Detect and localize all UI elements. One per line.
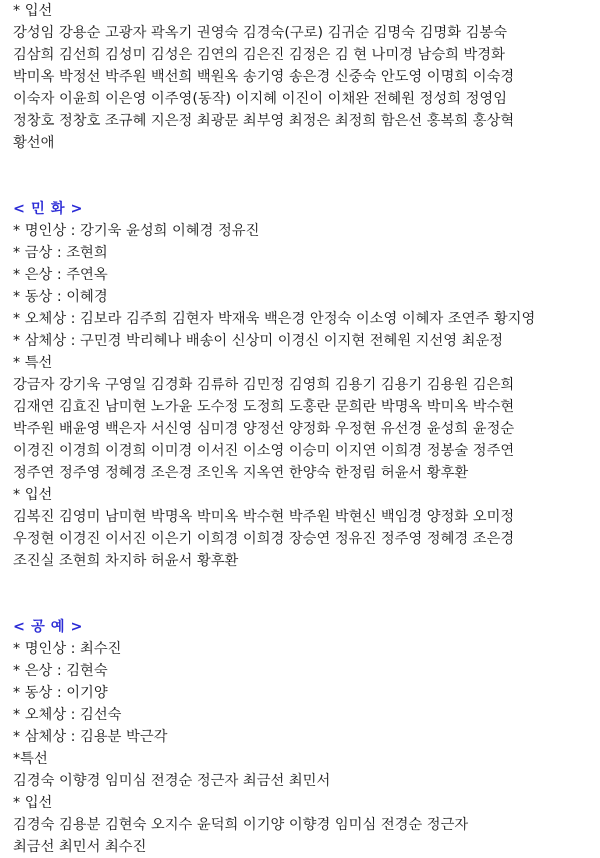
text-line: 이경진 이경희 이경희 이미경 이서진 이소영 이승미 이지연 이희경 정봉술 정주연 [13,443,515,459]
text-line: 김삼희 김선희 김성미 김성은 김연의 김은진 김정은 김 현 나미경 남승희 박경화 [13,47,505,63]
text-line: * 명인상 : 강기욱 윤성희 이혜경 정유진 [13,223,260,239]
awards-document [13,0,593,858]
text-line: 강성임 강용순 고광자 곽옥기 권영숙 김경숙(구로) 김귀순 김명숙 김명화 김봉숙 [13,25,507,41]
text-line: 황선애 [13,135,55,151]
text-line: * 명인상 : 최수진 [13,641,122,657]
text-line: * 입선 [13,3,53,19]
text-line: 박미옥 박정선 박주원 백선희 백원옥 송기영 송은경 신중숙 안도영 이명희 이숙경 [13,69,515,85]
text-line: 최금선 최민서 최수진 [13,839,147,855]
text-line: * 오체상 : 김선숙 [13,707,122,723]
text-line: * 은상 : 주연옥 [13,267,108,283]
section-title-gongye: < 공 예 > [13,619,84,635]
text-line: 강금자 강기욱 구영일 김경화 김류하 김민정 김영희 김용기 김용기 김용원 김은희 [13,377,515,393]
text-line: * 동상 : 이혜경 [13,289,108,305]
section-gongye [13,616,593,858]
text-line: 김복진 김영미 남미현 박명옥 박미옥 박수현 박주원 박현신 백임경 양정화 오미정 [13,509,515,525]
section-seoye-ipsun [13,0,593,154]
spacer [13,572,593,616]
text-line: * 오체상 : 김보라 김주희 김현자 박재욱 백은경 안정숙 이소영 이혜자 조연주 황지영 [13,311,536,327]
section-minhwa [13,198,593,572]
text-line: 정주연 정주영 정혜경 조은경 조인옥 지옥연 한양숙 한정림 허윤서 황후환 [13,465,469,481]
text-line: 김경숙 이향경 임미심 전경순 정근자 최금선 최민서 [13,773,331,789]
text-line: * 금상 : 조현희 [13,245,108,261]
text-line: * 삼체상 : 김용분 박근각 [13,729,168,745]
text-line: 이숙자 이윤희 이은영 이주영(동작) 이지혜 이진이 이채완 전혜원 정성희 정영임 [13,91,507,107]
text-line: 김재연 김효진 남미현 노가윤 도수정 도정희 도홍란 문희란 박명옥 박미옥 박수현 [13,399,515,415]
text-line: * 특선 [13,355,53,371]
text-line: *특선 [13,751,48,767]
text-line: * 입선 [13,795,53,811]
text-line: 우정현 이경진 이서진 이은기 이희경 이희경 장승연 정유진 정주영 정혜경 조은경 [13,531,515,547]
text-line: * 입선 [13,487,53,503]
text-line: 김경숙 김용분 김현숙 오지수 윤덕희 이기양 이향경 임미심 전경순 정근자 [13,817,469,833]
text-line: * 동상 : 이기양 [13,685,108,701]
text-line: 조진실 조현희 차지하 허윤서 황후환 [13,553,239,569]
spacer [13,154,593,198]
text-line: 정창호 정창호 조규혜 지은정 최광문 최부영 최정은 최정희 함은선 홍복희 홍상혁 [13,113,515,129]
text-line: 박주원 배윤영 백은자 서신영 심미경 양정선 양정화 우정현 유선경 윤성희 윤정순 [13,421,515,437]
text-line: * 은상 : 김현숙 [13,663,108,679]
text-line: * 삼체상 : 구민경 박리혜나 배송이 신상미 이경신 이지현 전혜원 지선영 최운정 [13,333,504,349]
section-title-minhwa: < 민 화 > [13,201,84,217]
